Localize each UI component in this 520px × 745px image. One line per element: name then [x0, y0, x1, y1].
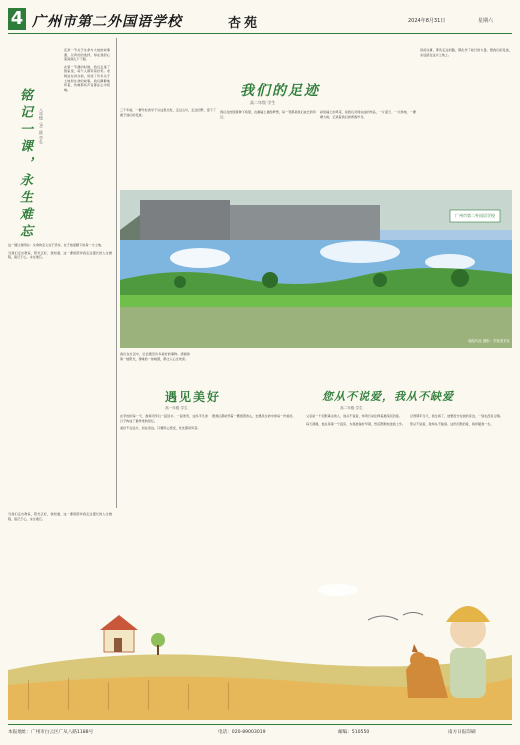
article-left-byline: 八年级（9）班 学生	[39, 108, 44, 144]
article-top-col-4	[420, 48, 512, 186]
masthead	[8, 8, 512, 34]
mural-sign: 广州市第二外国语学校	[455, 213, 495, 218]
article-top-title: 我们的足迹	[240, 83, 320, 99]
weekday: 星期六	[478, 18, 494, 24]
paragraph: 彩绘墙上的风景，是我们共同完成的作品，一片蓝天、一片绿地、一棵棵大树，记录着我们的青春岁月。	[320, 110, 416, 119]
footer-phone: 电话：020-89003019	[218, 730, 266, 735]
article-bottom-right-title: 您从不说爱，我从不缺爱	[322, 390, 454, 403]
footer-address: 本报地址：广州市白云区广从八路1188号	[8, 730, 94, 735]
article-bottom-right-byline: 高二年级 学生	[340, 406, 363, 410]
paragraph: 父亲是一个沉默寡言的人，他从不说爱，却用行动诠释着最深沉的爱。	[306, 414, 402, 418]
footer	[8, 727, 512, 741]
farm-scene-illustration	[8, 560, 512, 720]
paragraph: 在第一节课的时候，我们走进了教室里，每个人都带着好奇。老师站在讲台前，讲述了许多关于土地和生命的故事，我们静静地听着，仿佛那些声音都在心中回响。	[64, 64, 110, 92]
photo-caption: 墙绘作品 摄影：学校美术社	[468, 339, 510, 343]
footer-rule	[8, 724, 512, 725]
article-left	[8, 38, 112, 508]
mural-photo	[120, 190, 512, 348]
article-bottom-left-col-2	[212, 414, 302, 554]
paragraph: 我们在校园里种下希望，在画墙上描绘梦想，每一笔都是我们成长的印记。	[220, 110, 316, 119]
paragraph: 美好不在远方，而在身边。只要用心感受，处处都是风景。	[120, 426, 201, 431]
article-bottom-left-intro	[120, 352, 190, 382]
footer-postcode: 邮编：510550	[338, 730, 370, 735]
paragraph: 当我们走出教室，阳光正好，我知道，这一课将陪伴我走过漫长的人生旅程，铭记于心，永生难忘。	[8, 250, 112, 260]
article-bottom-right-col-1	[306, 414, 406, 554]
paragraph: 当我们走出教室，阳光正好，我知道，这一课将陪伴我走过漫长的人生旅程，铭记于心，永生难忘。	[8, 512, 112, 521]
article-bottom-left-col-1	[120, 414, 208, 554]
article-top	[120, 38, 512, 188]
date: 2024年8月31日	[408, 18, 446, 24]
article-bottom-right-col-2	[410, 414, 512, 574]
paragraph: 这一课让我明白：生命的意义在于坚持，在于热爱脚下的每一寸土地。	[8, 243, 104, 247]
section-title: 杏苑	[228, 16, 261, 31]
paragraph: 记得那年冬天，我生病了，他整夜守在我的床边，一刻也没有合眼。	[410, 414, 503, 418]
article-left-lead	[64, 48, 110, 238]
bottom-illustration	[8, 560, 512, 720]
paragraph: 愿我们都能怀着一颗感恩的心，去遇见生命中的每一份美好。	[212, 414, 296, 418]
paragraph: 还是一节关于生命与大地的故事课，以再好的选择，却在我的心里深深扎下了根。	[64, 48, 110, 62]
article-left-title: 铭记一课，永生难忘	[17, 88, 32, 241]
paragraph: 在学校的每一天，我和同学们一起读书、一起欢笑，这些平凡的日子构成了最珍贵的回忆。	[120, 414, 208, 423]
article-top-byline: 高二年级 学生	[250, 100, 276, 105]
article-bottom-left-byline: 高一年级 学生	[165, 406, 188, 410]
article-top-col-1	[120, 108, 216, 186]
paragraph: 三千年前，一群年轻的学子从这里出发，走过山川，走过田野，留下了属于他们的足迹。	[120, 108, 216, 117]
article-bottom-left-title: 遇见美好	[165, 390, 222, 404]
paragraph: 每天清晨，他总是第一个起床，为我准备好早餐，然后默默地送我上学。	[306, 421, 405, 426]
masthead-rule	[8, 33, 512, 34]
page-number: 4	[8, 8, 26, 30]
paper-name: 广州市第二外国语学校	[32, 14, 182, 30]
paragraph: 您从不说爱，我却从不缺爱。这份沉默的爱，将伴随我一生。	[410, 421, 494, 426]
footer-printer: 南方日报印刷	[448, 730, 476, 735]
article-top-col-3	[320, 110, 416, 186]
article-top-col-2	[220, 110, 316, 186]
article-left-body	[8, 243, 112, 508]
column-divider	[116, 38, 117, 508]
paragraph: 我们在生活中，总会遇见许多美好的事物。清晨的第一缕阳光，傍晚的一抹晚霞，都让人心生欢喜。	[120, 352, 190, 361]
paragraph: 回首往事，那些走过的路，都化作了前行的力量。愿我们的足迹，永远留在这片土地上。	[420, 48, 512, 57]
